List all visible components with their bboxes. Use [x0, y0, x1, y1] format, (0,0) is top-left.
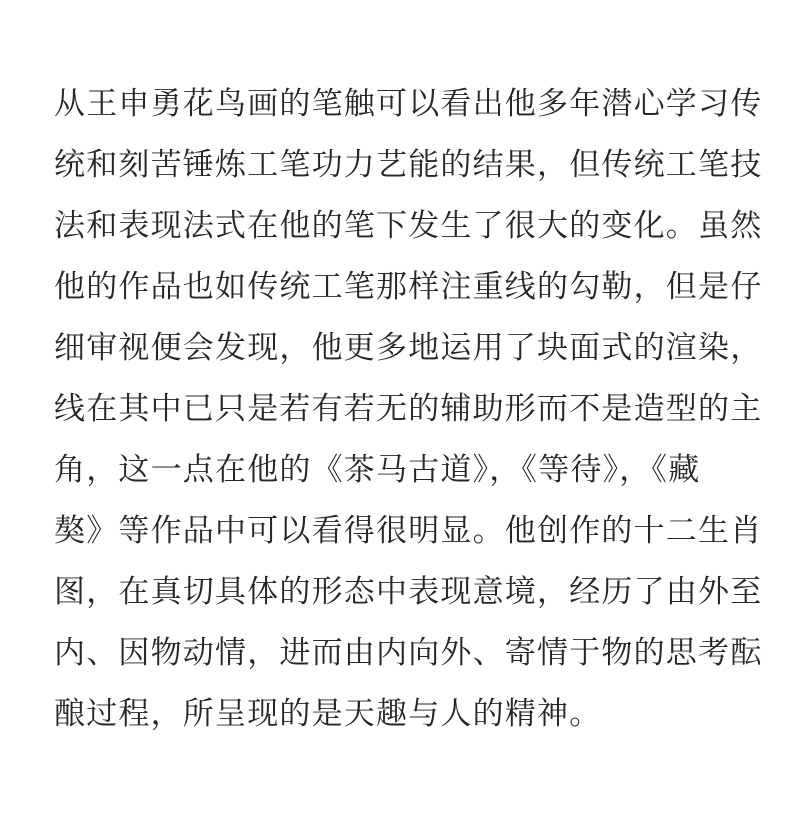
- text-line: 酿过程，所呈现的是天趣与人的精神。: [54, 696, 602, 732]
- text-line: 法和表现法式在他的笔下发生了很大的变化。虽然: [54, 208, 763, 244]
- text-line: 图，在真切具体的形态中表现意境，经历了由外至: [54, 574, 763, 610]
- text-line: 细审视便会发现，他更多地运用了块面式的渲染，: [54, 330, 763, 366]
- text-line: 角，这一点在他的《茶马古道》，《等待》，《藏: [54, 452, 701, 488]
- text-line: 统和刻苦锤炼工笔功力艺能的结果，但传统工笔技: [54, 147, 763, 183]
- text-line: 内、因物动情，进而由内向外、寄情于物的思考酝: [54, 635, 763, 671]
- article-text: [54, 74, 763, 745]
- text-line: 他的作品也如传统工笔那样注重线的勾勒，但是仔: [54, 269, 763, 305]
- text-line: 獒》等作品中可以看得很明显。他创作的十二生肖: [54, 513, 763, 549]
- text-line: 线在其中已只是若有若无的辅助形而不是造型的主: [54, 391, 763, 427]
- text-line: 从王申勇花鸟画的笔触可以看出他多年潜心学习传: [54, 86, 763, 122]
